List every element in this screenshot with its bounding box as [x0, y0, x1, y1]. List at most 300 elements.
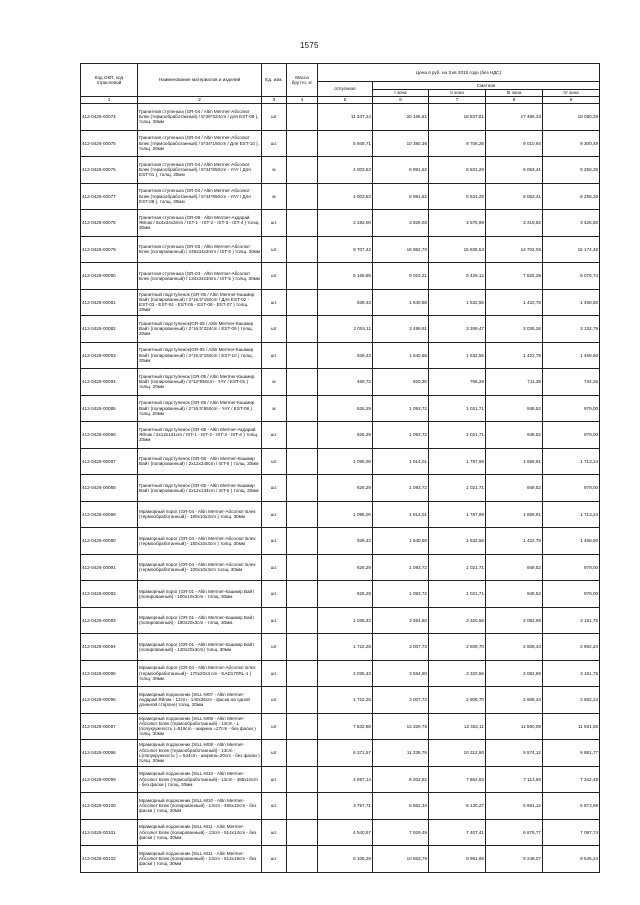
- price-zone-4: 8 076,74: [543, 263, 600, 290]
- price-zone-4: 979,00: [543, 475, 600, 502]
- price-zone-3: 1 659,91: [486, 501, 543, 528]
- header-mass: Масса брутто, кг: [287, 64, 318, 97]
- header-zone-2: II зона: [429, 90, 486, 97]
- item-name: Гранитный подступенок (GR-05 / Altin Mermer-Кашмир Вайт (полированный) / 2*16,5*150cm / Для EST-02 - EST-03 - EST-04 - EST-05 - EST-06 - EST-07 ) толщ. 20мм: [138, 289, 262, 316]
- item-mass: [287, 660, 318, 687]
- price-zone-4: 979,00: [543, 422, 600, 449]
- price-zone-4: 979,00: [543, 581, 600, 608]
- price-release: 1 722,28: [318, 687, 373, 714]
- price-zone-3: 9 010,94: [486, 130, 543, 157]
- price-zone-3: 948,52: [486, 422, 543, 449]
- price-zone-2: 1 532,56: [429, 528, 486, 555]
- header-zone-1: I зона: [373, 90, 429, 97]
- table-row: [81, 475, 600, 502]
- table-row: [81, 369, 600, 396]
- price-zone-2: 1 021,71: [429, 554, 486, 581]
- header-price-title: Цена в руб. на 3 кв 2015 года (без НДС): [318, 64, 600, 82]
- price-release: 4 540,57: [318, 819, 373, 846]
- price-zone-3: 9 574,12: [486, 740, 543, 767]
- item-code: 412-0426-00101: [81, 819, 138, 846]
- price-zone-2: 15 836,53: [429, 236, 486, 263]
- item-code: 412-0426-00093: [81, 607, 138, 634]
- price-zone-2: 18 837,81: [429, 104, 486, 131]
- item-unit: шт.: [262, 422, 287, 449]
- table-row: [81, 210, 600, 237]
- price-zone-2: 10 312,90: [429, 740, 486, 767]
- item-name: Гранитная ступенька (GR-04 / Altin Mermer-Абсолют Блек (термообработанный) / 5*34*850cm - YAY / Для EST-01 ), толщ. 30мм: [138, 157, 262, 184]
- table-row: [81, 236, 600, 263]
- price-zone-3: 11 560,09: [486, 713, 543, 740]
- price-zone-3: 711,39: [486, 369, 543, 396]
- item-mass: [287, 263, 318, 290]
- price-release: 4 697,14: [318, 766, 373, 793]
- price-zone-4: 1 713,24: [543, 501, 600, 528]
- price-zone-1: 8 202,92: [373, 766, 429, 793]
- price-zone-3: 1 659,91: [486, 448, 543, 475]
- price-zone-4: 1 468,50: [543, 528, 600, 555]
- item-name: Мраморный подоконник (SILL-M08 - Altin Mermer-Абсолют Блек (термообработанный) - 13cm - L (полукружность )=519cm - ширина =27cm - без фаски ) толщ. 30мм: [138, 713, 262, 740]
- column-number: 2: [138, 97, 262, 104]
- price-zone-4: 979,00: [543, 554, 600, 581]
- item-mass: [287, 713, 318, 740]
- table-row: [81, 316, 600, 343]
- item-mass: [287, 183, 318, 210]
- price-release: 6 106,28: [318, 846, 373, 873]
- price-zone-4: 11 931,55: [543, 713, 600, 740]
- item-mass: [287, 236, 318, 263]
- price-zone-1: 3 007,73: [373, 634, 429, 661]
- price-zone-2: 1 787,99: [429, 501, 486, 528]
- price-zone-3: 5 691,12: [486, 793, 543, 820]
- item-code: 412-0426-00090: [81, 528, 138, 555]
- item-code: 412-0426-00086: [81, 422, 138, 449]
- item-name: Гранитный подступенок (GR-05 / Altin Mermer-Кашмир Вайт (полированный) / 2*16,5*850cm - YAY / EST-08 ) толщ. 20мм: [138, 395, 262, 422]
- price-zone-1: 10 663,79: [373, 846, 429, 873]
- item-code: 412-0426-00079: [81, 236, 138, 263]
- price-zone-4: 2 692,24: [543, 634, 600, 661]
- table-row: [81, 713, 600, 740]
- item-code: 412-0426-00097: [81, 713, 138, 740]
- item-name: Гранитная ступенька (GR-03 - Altin Mermer-Абсолют Блек (полированный) / 248x34x3mm / IST-5 ) толщ. 30мм: [138, 236, 262, 263]
- item-unit: шт: [262, 448, 287, 475]
- price-zone-3: 6 063,41: [486, 183, 543, 210]
- item-unit: шт.: [262, 528, 287, 555]
- price-release: 5 166,86: [318, 263, 373, 290]
- table-row: [81, 819, 600, 846]
- item-code: 412-0426-00074: [81, 104, 138, 131]
- item-mass: [287, 634, 318, 661]
- item-mass: [287, 819, 318, 846]
- table-row: [81, 130, 600, 157]
- price-zone-1: 3 554,60: [373, 607, 429, 634]
- price-zone-2: 766,29: [429, 369, 486, 396]
- item-name: Гранитный подступенок(GR-05 / Altin Mermer-Кашмир Вайт (полированный) / 2*16,5*150cm / EST-10 ) толщ. 20мм: [138, 342, 262, 369]
- table-row: [81, 183, 600, 210]
- price-zone-4: 1 468,50: [543, 342, 600, 369]
- item-mass: [287, 846, 318, 873]
- price-zone-4: 3 181,75: [543, 607, 600, 634]
- price-release: 626,29: [318, 475, 373, 502]
- price-zone-2: 3 269,47: [429, 316, 486, 343]
- item-name: Мраморный подоконник (SILL-M10 - Altin Mermer-Абсолют Блек (термообработанный) - 13cm - 495x15cm - без фаски ) толщ. 30мм: [138, 766, 262, 793]
- price-zone-1: 16 952,70: [373, 236, 429, 263]
- table-row: [81, 766, 600, 793]
- item-mass: [287, 687, 318, 714]
- item-name: Гранитная ступенька (GR-04 / Altin Mermer-Абсолют Блек (термообработанный) / 5*34*850cm - YAY / Для EST-08 ), толщ. 30мм: [138, 183, 262, 210]
- item-mass: [287, 581, 318, 608]
- price-zone-1: 1 914,01: [373, 448, 429, 475]
- price-zone-1: 3 554,60: [373, 660, 429, 687]
- header-name: Наименование материалов и изделий: [138, 64, 262, 97]
- item-mass: [287, 740, 318, 767]
- price-release: 2 004,11: [318, 316, 373, 343]
- item-name: Мраморный подоконник (SILL-M11 - Altin Mermer-Абсолют Блек (полированный) - 13cm - 514x14cm - без фаски ) толщ. 30мм: [138, 819, 262, 846]
- item-unit: шт: [262, 634, 287, 661]
- price-zone-1: 1 640,58: [373, 528, 429, 555]
- item-name: Мраморный подоконник (SILL-M11 - Altin Mermer-Абсолют Блек (полированный) - 13cm - 514x19cm - без фаски ) толщ. 30мм: [138, 846, 262, 873]
- price-zone-1: 20 165,61: [373, 104, 429, 131]
- price-zone-1: 3 499,91: [373, 316, 429, 343]
- price-zone-3: 948,52: [486, 581, 543, 608]
- price-zone-1: 6 562,34: [373, 793, 429, 820]
- item-unit: шт.: [262, 289, 287, 316]
- item-unit: шт: [262, 740, 287, 767]
- item-code: 412-0426-00085: [81, 395, 138, 422]
- item-code: 412-0426-00100: [81, 793, 138, 820]
- price-zone-3: 948,52: [486, 395, 543, 422]
- price-release: 1 096,00: [318, 448, 373, 475]
- item-code: 412-0426-00091: [81, 554, 138, 581]
- price-zone-3: 9 248,07: [486, 846, 543, 873]
- table-row: [81, 660, 600, 687]
- price-zone-3: 7 825,29: [486, 263, 543, 290]
- price-zone-1: 6 991,62: [373, 183, 429, 210]
- price-zone-1: 1 914,01: [373, 501, 429, 528]
- item-name: Мраморный порог (GR-01 - Altin Mermer-Кашмир Вайт (полированный) - 100x10x3cm - толщ. 30мм: [138, 581, 262, 608]
- item-mass: [287, 369, 318, 396]
- item-name: Мраморный подоконник (SILL-M08 - Altin Mermer-Абсолют Блек (термообработанный) - 13cm - L(полукружность ) = 544cm - ширина=20cm - без фаски ) толщ. 30мм: [138, 740, 262, 767]
- price-zone-4: 6 258,25: [543, 183, 600, 210]
- price-zone-4: 15 174,48: [543, 236, 600, 263]
- price-zone-1: 1 093,72: [373, 581, 429, 608]
- price-zone-1: 1 093,72: [373, 554, 429, 581]
- item-name: Мраморный порог (GR-04 - Altin Mermer-Абсолют Блек (термообработанный) - 100x10x3cm толщ. 30мм: [138, 554, 262, 581]
- price-zone-2: 12 452,11: [429, 713, 486, 740]
- item-unit: шт: [262, 687, 287, 714]
- price-release: 2 192,00: [318, 210, 373, 237]
- price-release: 626,29: [318, 395, 373, 422]
- item-unit: м: [262, 395, 287, 422]
- price-zone-4: 734,25: [543, 369, 600, 396]
- item-mass: [287, 104, 318, 131]
- item-mass: [287, 316, 318, 343]
- item-mass: [287, 342, 318, 369]
- item-unit: шт: [262, 236, 287, 263]
- item-code: 412-0426-00080: [81, 263, 138, 290]
- price-release: 2 035,43: [318, 607, 373, 634]
- price-zone-4: 6 258,25: [543, 157, 600, 184]
- price-zone-1: 7 929,49: [373, 819, 429, 846]
- price-zone-4: 979,00: [543, 395, 600, 422]
- item-mass: [287, 448, 318, 475]
- price-zone-3: 1 422,78: [486, 342, 543, 369]
- price-release: 11 347,14: [318, 104, 373, 131]
- price-release: 939,43: [318, 289, 373, 316]
- item-unit: шт.: [262, 607, 287, 634]
- price-zone-2: 1 787,99: [429, 448, 486, 475]
- price-zone-1: 1 640,58: [373, 289, 429, 316]
- price-zone-1: 13 329,75: [373, 713, 429, 740]
- column-number: 5: [318, 97, 373, 104]
- table-row: [81, 687, 600, 714]
- price-zone-2: 9 706,26: [429, 130, 486, 157]
- table-row: [81, 740, 600, 767]
- price-release: 939,43: [318, 528, 373, 555]
- price-zone-3: 6 876,77: [486, 819, 543, 846]
- item-code: 412-0426-00084: [81, 369, 138, 396]
- price-zone-2: 7 662,83: [429, 766, 486, 793]
- price-zone-4: 3 132,79: [543, 316, 600, 343]
- price-zone-1: 6 991,62: [373, 157, 429, 184]
- price-release: 6 371,57: [318, 740, 373, 767]
- column-number: 4: [287, 97, 318, 104]
- price-zone-1: 3 828,03: [373, 210, 429, 237]
- price-release: 469,72: [318, 369, 373, 396]
- item-code: 412-0426-00098: [81, 740, 138, 767]
- item-code: 412-0426-00092: [81, 581, 138, 608]
- item-unit: шт: [262, 713, 287, 740]
- item-code: 412-0426-00077: [81, 183, 138, 210]
- column-number: 3: [262, 97, 287, 104]
- item-unit: шт.: [262, 793, 287, 820]
- price-zone-4: 7 342,49: [543, 766, 600, 793]
- header-zone-4: IV зона: [543, 90, 600, 97]
- price-zone-4: 9 300,49: [543, 130, 600, 157]
- price-zone-4: 5 873,99: [543, 793, 600, 820]
- price-zone-1: 1 093,72: [373, 475, 429, 502]
- table-row: [81, 448, 600, 475]
- item-unit: шт.: [262, 819, 287, 846]
- item-name: Гранитный подступенок(GR-05 / Altin Mermer-Кашмир Вайт (полированный) / 2*16,5*324cm / EST-09 ) толщ. 20мм: [138, 316, 262, 343]
- price-zone-2: 2 809,70: [429, 634, 486, 661]
- price-zone-3: 3 035,26: [486, 316, 543, 343]
- item-unit: шт: [262, 316, 287, 343]
- column-number: 8: [486, 97, 543, 104]
- column-number: 6: [373, 97, 429, 104]
- price-zone-3: 948,52: [486, 475, 543, 502]
- table-row: [81, 289, 600, 316]
- price-zone-2: 6 130,27: [429, 793, 486, 820]
- price-zone-2: 2 809,70: [429, 687, 486, 714]
- price-table: [80, 63, 600, 873]
- price-zone-3: 3 082,69: [486, 660, 543, 687]
- price-zone-2: 3 575,99: [429, 210, 486, 237]
- price-zone-4: 9 545,24: [543, 846, 600, 873]
- price-zone-3: 7 113,90: [486, 766, 543, 793]
- price-release: 1 722,28: [318, 634, 373, 661]
- item-unit: м: [262, 157, 287, 184]
- price-zone-2: 6 531,29: [429, 157, 486, 184]
- item-unit: шт.: [262, 501, 287, 528]
- item-unit: шт.: [262, 846, 287, 873]
- table-row: [81, 634, 600, 661]
- column-number-row: [81, 97, 600, 104]
- item-code: 412-0426-00088: [81, 475, 138, 502]
- price-zone-1: 1 640,58: [373, 342, 429, 369]
- item-mass: [287, 607, 318, 634]
- item-unit: шт.: [262, 660, 287, 687]
- price-zone-2: 8 429,12: [429, 263, 486, 290]
- item-mass: [287, 554, 318, 581]
- price-release: 4 003,53: [318, 157, 373, 184]
- table-row: [81, 104, 600, 131]
- price-zone-2: 1 532,56: [429, 342, 486, 369]
- price-release: 9 707,42: [318, 236, 373, 263]
- price-release: 7 632,86: [318, 713, 373, 740]
- price-release: 626,29: [318, 581, 373, 608]
- item-mass: [287, 793, 318, 820]
- price-zone-1: 9 023,21: [373, 263, 429, 290]
- price-zone-1: 1 093,72: [373, 422, 429, 449]
- price-release: 5 949,71: [318, 130, 373, 157]
- item-unit: шт.: [262, 210, 287, 237]
- page-number: 1575: [300, 41, 319, 50]
- item-mass: [287, 475, 318, 502]
- price-zone-3: 3 082,69: [486, 607, 543, 634]
- item-code: 412-0426-00099: [81, 766, 138, 793]
- price-zone-4: 18 050,29: [543, 104, 600, 131]
- price-zone-4: 1 713,24: [543, 448, 600, 475]
- item-name: Гранитный подступенок (GR-08 - Altin Mermer-Акдарай Яйлак / 2x12x141cm / IST-1 - IST-2 - IST-3 - IST-4 ) толщ. 20мм: [138, 422, 262, 449]
- item-unit: шт.: [262, 130, 287, 157]
- table-row: [81, 395, 600, 422]
- item-code: 412-0426-00094: [81, 634, 138, 661]
- header-code: Код ОКП, код отраслевой: [81, 64, 138, 97]
- price-zone-2: 6 531,29: [429, 183, 486, 210]
- header-release: отпускная: [318, 82, 373, 97]
- price-zone-1: 820,30: [373, 369, 429, 396]
- price-zone-3: 2 608,43: [486, 634, 543, 661]
- item-name: Мраморный подоконник (SILL-M10 - Altin Mermer-Абсолют Блек (полированный) - 13cm - 495x12cm - без фаски ) толщ. 30мм: [138, 793, 262, 820]
- table-body: [81, 104, 600, 873]
- price-zone-4: 9 881,77: [543, 740, 600, 767]
- price-zone-4: 2 692,24: [543, 687, 600, 714]
- table-row: [81, 342, 600, 369]
- table-row: [81, 157, 600, 184]
- price-zone-2: 9 961,69: [429, 846, 486, 873]
- column-number: 9: [543, 97, 600, 104]
- item-code: 412-0426-00095: [81, 660, 138, 687]
- item-unit: м: [262, 183, 287, 210]
- price-zone-4: 3 426,50: [543, 210, 600, 237]
- price-zone-3: 6 063,41: [486, 157, 543, 184]
- table-row: [81, 528, 600, 555]
- item-unit: шт: [262, 104, 287, 131]
- item-mass: [287, 210, 318, 237]
- price-release: 1 096,00: [318, 501, 373, 528]
- item-name: Мраморный порог (GR-01 - Altin Mermer-Кашмир Вайт (полированный) - 130x20x3cm) толщ. 30мм: [138, 634, 262, 661]
- item-name: Мраморный порог (GR-04 - Altin Mermer-Абсолют Блек (термообработанный) - 150x10x3cm ) толщ. 30мм: [138, 528, 262, 555]
- item-code: 412-0426-00089: [81, 501, 138, 528]
- item-mass: [287, 395, 318, 422]
- price-zone-3: 14 702,06: [486, 236, 543, 263]
- price-release: 3 757,71: [318, 793, 373, 820]
- item-name: Мраморный порог (GR-04 - Altin Mermer-Абсолют Блек (термообработанный) - 170x20x3 cm - EAD170RL-1 ) толщ. 30мм: [138, 660, 262, 687]
- item-code: 412-0426-00078: [81, 210, 138, 237]
- price-release: 626,29: [318, 422, 373, 449]
- header-unit: Ед. изм.: [262, 64, 287, 97]
- item-name: Мраморный порог (GR-01 - Altin Mermer-Кашмир Вайт (полированный) - 180x20x3cm - толщ. 30мм: [138, 607, 262, 634]
- price-zone-2: 3 320,56: [429, 607, 486, 634]
- item-name: Гранитная ступенька (GR-03 - Altin Mermer-Абсолют Блек (полированный) / 134x34x3mm / IST-5 ) толщ. 30мм: [138, 263, 262, 290]
- price-zone-1: 11 339,76: [373, 740, 429, 767]
- column-number: 7: [429, 97, 486, 104]
- price-zone-2: 1 021,71: [429, 581, 486, 608]
- price-release: 2 035,43: [318, 660, 373, 687]
- price-zone-2: 1 021,71: [429, 422, 486, 449]
- table-row: [81, 607, 600, 634]
- price-release: 626,29: [318, 554, 373, 581]
- item-mass: [287, 289, 318, 316]
- item-mass: [287, 157, 318, 184]
- item-name: Гранитный подступенок (GR-05 - Altin Mermer-Кашмир Вайт (полированный) / 2x12x134cm / IST-5 ) толщ. 20мм: [138, 475, 262, 502]
- item-mass: [287, 422, 318, 449]
- item-code: 412-0426-00083: [81, 342, 138, 369]
- table-row: [81, 501, 600, 528]
- item-unit: шт.: [262, 554, 287, 581]
- item-name: Гранитный подступенок (GR-05 / Altin Mermer-Кашмир Вайт (полированный) / 2*12*850cm - YAY / EST-01 ) толщ. 20мм: [138, 369, 262, 396]
- item-name: Гранитная ступенька (GR-04 / Altin Mermer-Абсолют Блек (термообработанный) / 5*34*150cm / Для EST-10 ), толщ. 30мм: [138, 130, 262, 157]
- price-zone-3: 3 319,82: [486, 210, 543, 237]
- price-zone-2: 1 021,71: [429, 475, 486, 502]
- table-row: [81, 793, 600, 820]
- item-code: 412-0426-00087: [81, 448, 138, 475]
- header-estimate: Сметная: [373, 82, 600, 90]
- price-zone-2: 1 021,71: [429, 395, 486, 422]
- table-row: [81, 263, 600, 290]
- item-code: 412-0426-00075: [81, 130, 138, 157]
- price-zone-4: 1 468,50: [543, 289, 600, 316]
- price-zone-2: 1 532,56: [429, 289, 486, 316]
- table-row: [81, 554, 600, 581]
- price-zone-3: 17 486,33: [486, 104, 543, 131]
- price-release: 939,43: [318, 342, 373, 369]
- price-zone-3: 1 422,78: [486, 289, 543, 316]
- price-zone-2: 3 320,56: [429, 660, 486, 687]
- price-release: 4 003,53: [318, 183, 373, 210]
- item-name: Мраморный порог (GR-04 - Altin Mermer-Абсолют Блек (термообработанный) - 180x10x3cm ) толщ. 30мм: [138, 501, 262, 528]
- table-row: [81, 846, 600, 873]
- price-zone-3: 1 422,78: [486, 528, 543, 555]
- item-name: Гранитный подступенок (GR-05 - Altin Mermer-Кашмир Вайт (полированный) / 2x12x248cm / IST-5 ) толщ. 20мм: [138, 448, 262, 475]
- column-number: 1: [81, 97, 138, 104]
- item-code: 412-0426-00081: [81, 289, 138, 316]
- item-unit: шт: [262, 263, 287, 290]
- item-unit: шт.: [262, 581, 287, 608]
- item-code: 412-0426-00082: [81, 316, 138, 343]
- table-row: [81, 422, 600, 449]
- item-unit: шт.: [262, 475, 287, 502]
- price-zone-4: 7 097,74: [543, 819, 600, 846]
- item-unit: м: [262, 369, 287, 396]
- price-zone-1: 3 007,73: [373, 687, 429, 714]
- item-code: 412-0426-00076: [81, 157, 138, 184]
- item-mass: [287, 766, 318, 793]
- price-zone-3: 2 608,43: [486, 687, 543, 714]
- item-name: Гранитная ступенька (GR-08 - Altin Mermer-Акдарай Яйлак / 5x4x34x3mm / IST-1 - IST-2 - IST-3 - IST-4 ) толщ. 30мм: [138, 210, 262, 237]
- header-zone-3: III зона: [486, 90, 543, 97]
- item-code: 412-0426-00102: [81, 846, 138, 873]
